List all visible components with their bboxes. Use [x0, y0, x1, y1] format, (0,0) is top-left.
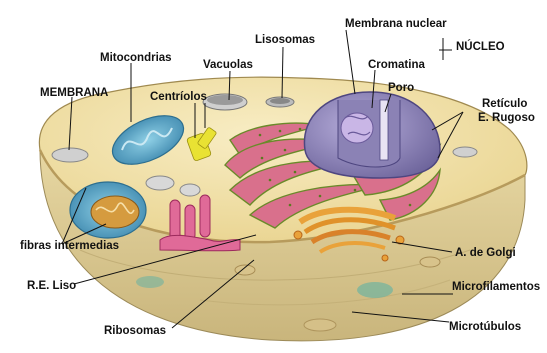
label-re-liso: R.E. Liso — [27, 280, 77, 292]
vesicle — [52, 148, 88, 162]
label-microfilamentos: Microfilamentos — [452, 281, 541, 293]
label-mitocondrias: Mitocondrias — [100, 52, 172, 64]
label-membrana: MEMBRANA — [40, 87, 109, 99]
label-microtubulos: Microtúbulos — [449, 321, 522, 333]
label-lisosomas: Lisosomas — [255, 34, 316, 46]
label-cromatina: Cromatina — [368, 59, 425, 71]
vesicle — [357, 282, 393, 298]
vesicle — [420, 257, 440, 267]
label-golgi: A. de Golgi — [455, 247, 516, 259]
label-ribosomas: Ribosomas — [104, 325, 166, 337]
label-vacuolas: Vacuolas — [203, 59, 253, 71]
vesicle — [180, 184, 200, 196]
vesicle — [453, 147, 477, 157]
label-reticulo-2: E. Rugoso — [478, 112, 535, 124]
label-reticulo-1: Retículo — [482, 98, 528, 110]
vesicle — [146, 176, 174, 190]
label-membrana-nuclear: Membrana nuclear — [345, 18, 447, 30]
label-fibras-intermedias: fibras intermedias — [20, 240, 120, 252]
nuclear-pore — [380, 100, 388, 160]
mitochondrion-left — [70, 182, 146, 238]
vacuole-inner — [207, 95, 243, 105]
vesicle — [304, 319, 336, 331]
lysosome-inner — [270, 98, 290, 104]
label-centriolos: Centríolos — [150, 91, 207, 103]
vesicle — [136, 276, 164, 288]
label-nucleo: NÚCLEO — [456, 41, 505, 53]
label-poro: Poro — [388, 82, 415, 94]
